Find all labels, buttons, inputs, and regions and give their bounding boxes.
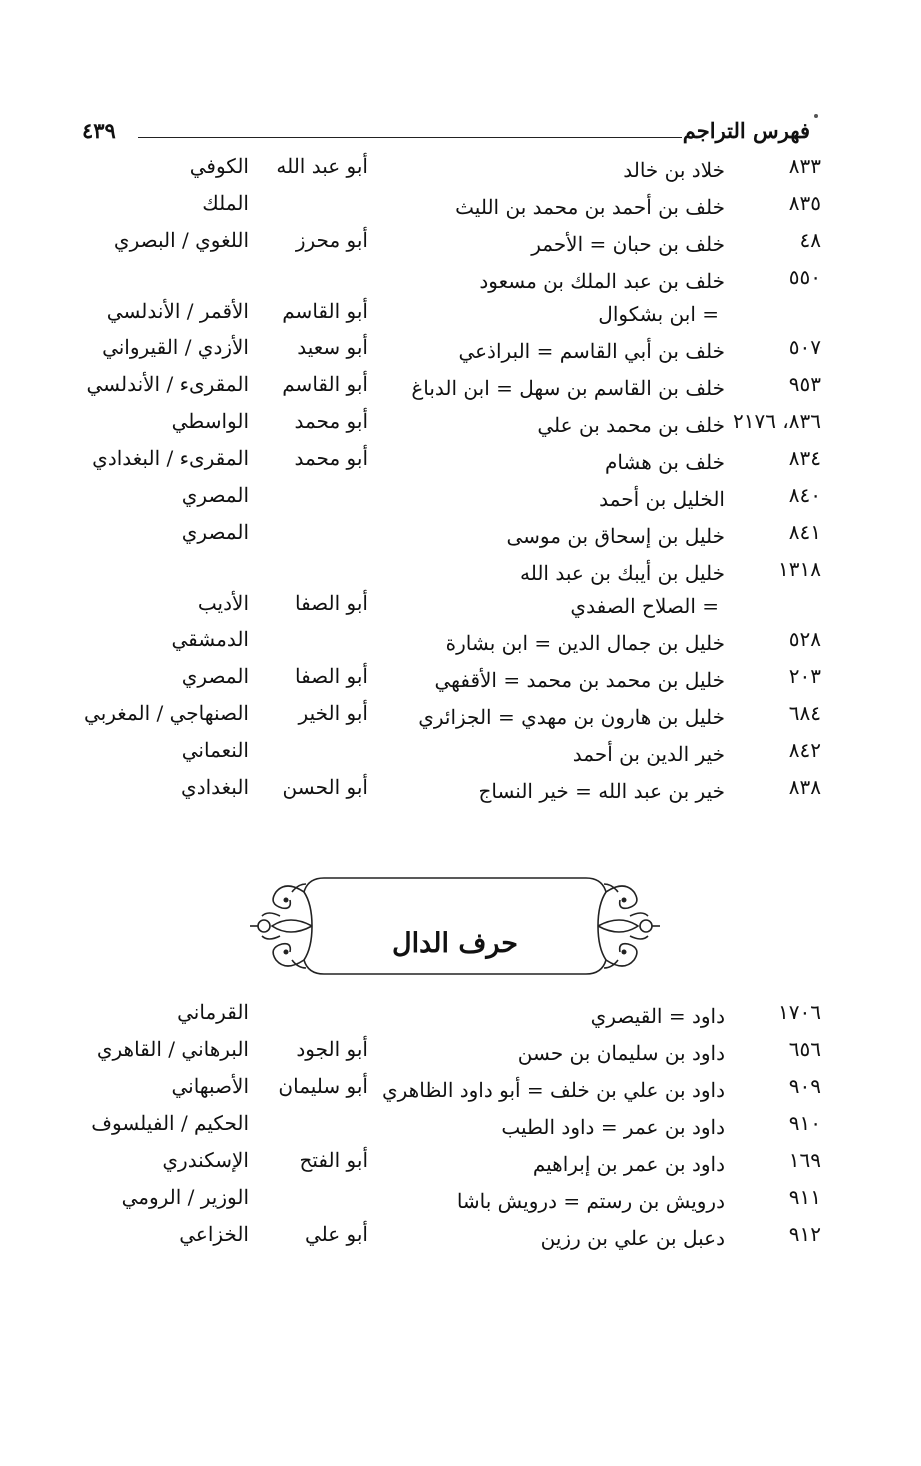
- entry-name: [479, 265, 725, 331]
- list-item: [0, 1107, 921, 1144]
- entry-nisba: الأصبهاني: [171, 1074, 249, 1098]
- entry-nisba: الحكيم / الفيلسوف: [91, 1111, 249, 1135]
- header-rule: [138, 137, 682, 138]
- entry-name: [501, 1111, 725, 1144]
- entry-name-line: داود بن عمر بن إبراهيم: [532, 1152, 725, 1176]
- entry-nisba: الواسطي: [171, 409, 249, 433]
- entry-nisba: المقرىء / البغدادي: [92, 446, 249, 470]
- entry-name-line: خليل بن أيبك بن عبد الله: [519, 561, 725, 585]
- entry-name: [591, 1000, 725, 1033]
- entry-name-continuation: = الصلاح الصفدي: [570, 594, 719, 618]
- entry-nisba: المصري: [181, 520, 249, 544]
- entry-number: ١٦٩: [788, 1148, 821, 1172]
- entry-name-line: خليل بن إسحاق بن موسى: [506, 524, 725, 548]
- entry-name-line: خلف بن أحمد بن محمد بن الليث: [455, 195, 725, 219]
- list-item: [0, 368, 921, 405]
- entry-number: ٨٤١: [788, 520, 821, 544]
- entry-nisba: الإسكندري: [162, 1148, 249, 1172]
- entry-name: [573, 738, 725, 771]
- list-item: [0, 405, 921, 442]
- list-item: [0, 734, 921, 771]
- list-item: [0, 187, 921, 224]
- entry-number: ٨٤٢: [788, 738, 821, 762]
- entry-kunya: أبو القاسم: [282, 372, 368, 396]
- entry-name: [457, 1185, 725, 1218]
- entry-name: [605, 446, 725, 479]
- entry-number: ٨٤٠: [788, 483, 821, 507]
- entry-nisba: الأديب: [197, 591, 249, 615]
- entry-number: ٦٥٦: [788, 1037, 821, 1061]
- entry-name-line: خير الدين بن أحمد: [572, 742, 725, 766]
- entries-kha: [0, 150, 921, 808]
- entry-number: ٦٨٤: [788, 701, 821, 725]
- entry-number: ٢٠٣: [788, 664, 821, 688]
- entry-nisba: المصري: [181, 664, 249, 688]
- entry-kunya: أبو الصفا: [294, 591, 368, 615]
- list-item: [0, 1218, 921, 1255]
- entry-name-line: خليل بن هارون بن مهدي = الجزائري: [418, 705, 725, 729]
- entry-name-line: داود بن عمر = داود الطيب: [501, 1115, 725, 1139]
- entry-name-line: خلف بن حبان = الأحمر: [531, 232, 725, 256]
- entry-name-line: درويش بن رستم = درويش باشا: [456, 1189, 725, 1213]
- ornament-frame-icon: [246, 870, 664, 982]
- page-header: [82, 118, 810, 152]
- entry-name-line: خليل بن جمال الدين = ابن بشارة: [445, 631, 725, 655]
- list-item: [0, 697, 921, 734]
- entry-kunya: أبو محمد: [294, 446, 368, 470]
- entry-number: ٨٣٥: [788, 191, 821, 215]
- entry-number: ٨٣٦، ٢١٧٦: [732, 409, 821, 433]
- list-item: [0, 261, 921, 331]
- entry-name: [458, 335, 725, 368]
- entry-name: [623, 154, 725, 187]
- list-item: [0, 1144, 921, 1181]
- entry-name: [537, 409, 725, 442]
- list-item: [0, 442, 921, 479]
- entry-name: [599, 483, 725, 516]
- entry-number: ٩٥٣: [788, 372, 821, 396]
- entry-number: ٥٢٨: [788, 627, 821, 651]
- entry-name: [518, 1037, 725, 1070]
- list-item: [0, 553, 921, 623]
- entry-kunya: أبو محرز: [295, 228, 368, 252]
- list-item: [0, 1181, 921, 1218]
- entry-kunya: أبو محمد: [294, 409, 368, 433]
- entry-nisba: الأزدي / القيرواني: [102, 335, 249, 359]
- entry-nisba: الكوفي: [189, 154, 249, 178]
- entry-number: ١٧٠٦: [778, 1000, 821, 1024]
- entry-nisba: الملك: [202, 191, 249, 215]
- entry-kunya: أبو الحسن: [282, 775, 368, 799]
- entry-name: [531, 228, 725, 261]
- entry-number: ٥٥٠: [788, 265, 821, 289]
- entry-nisba: المصري: [181, 483, 249, 507]
- entry-kunya: أبو الفتح: [299, 1148, 368, 1172]
- list-item: [0, 771, 921, 808]
- list-item: [0, 660, 921, 697]
- entry-name-line: خلف بن أبي القاسم = البراذعي: [458, 339, 725, 363]
- entry-kunya: أبو الصفا: [294, 664, 368, 688]
- list-item: [0, 331, 921, 368]
- entry-nisba: الأقمر / الأندلسي: [106, 299, 249, 323]
- entry-name-line: داود بن سليمان بن حسن: [517, 1041, 725, 1065]
- entry-name: [455, 191, 725, 224]
- entry-nisba: البرهاني / القاهري: [96, 1037, 249, 1061]
- entry-number: ٤٨: [799, 228, 821, 252]
- entry-kunya: أبو الخير: [298, 701, 368, 725]
- list-item: [0, 623, 921, 660]
- page-mark: [814, 114, 818, 118]
- entry-number: ٨٣٨: [788, 775, 821, 799]
- entry-name: [446, 627, 725, 660]
- entry-name-line: خلف بن القاسم بن سهل = ابن الدباغ: [411, 376, 725, 400]
- entry-name-line: خير بن عبد الله = خير النساج: [478, 779, 725, 803]
- entry-nisba: النعماني: [181, 738, 249, 762]
- entry-name: [382, 1074, 725, 1107]
- entry-name-line: خلف بن محمد بن علي: [537, 413, 725, 437]
- entry-nisba: الصنهاجي / المغربي: [84, 701, 249, 725]
- entry-name-line: دعبل بن علي بن رزين: [540, 1226, 725, 1250]
- list-item: [0, 1033, 921, 1070]
- entry-kunya: أبو علي: [304, 1222, 368, 1246]
- section-heading-dal: حرف الدال: [392, 928, 518, 959]
- entry-nisba: الدمشقي: [171, 627, 249, 651]
- entry-name-continuation: = ابن بشكوال: [598, 302, 719, 326]
- entry-number: ٩١١: [788, 1185, 821, 1209]
- entry-name: [507, 520, 726, 553]
- entry-number: ٩١٢: [788, 1222, 821, 1246]
- entry-kunya: أبو سليمان: [278, 1074, 368, 1098]
- list-item: [0, 996, 921, 1033]
- entry-nisba: الخزاعي: [179, 1222, 249, 1246]
- entry-name: [520, 557, 725, 623]
- entry-nisba: الوزير / الرومي: [121, 1185, 249, 1209]
- entry-name-line: خلف بن هشام: [604, 450, 725, 474]
- entry-number: ٨٣٣: [788, 154, 821, 178]
- entry-name-line: الخليل بن أحمد: [599, 487, 725, 511]
- entry-name-line: داود بن علي بن خلف = أبو داود الظاهري: [381, 1078, 725, 1102]
- list-item: [0, 479, 921, 516]
- entry-kunya: أبو عبد الله: [276, 154, 368, 178]
- section-heading-frame: [246, 870, 664, 982]
- entry-number: ٩١٠: [788, 1111, 821, 1135]
- list-item: [0, 150, 921, 187]
- entry-kunya: أبو القاسم: [282, 299, 368, 323]
- entry-kunya: أبو سعيد: [297, 335, 368, 359]
- entry-kunya: أبو الجود: [296, 1037, 368, 1061]
- entry-name-line: خليل بن محمد بن محمد = الأقفهي: [434, 668, 725, 692]
- entry-name: [478, 775, 725, 808]
- entry-nisba: المقرىء / الأندلسي: [86, 372, 249, 396]
- running-title: فهرس التراجم: [682, 118, 810, 143]
- entry-name-line: خلف بن عبد الملك بن مسعود: [479, 269, 725, 293]
- entry-number: ٥٠٧: [788, 335, 821, 359]
- entry-number: ٨٣٤: [788, 446, 821, 470]
- entry-nisba: اللغوي / البصري: [113, 228, 249, 252]
- entry-name: [541, 1222, 725, 1255]
- entry-name: [533, 1148, 725, 1181]
- entries-dal: [0, 996, 921, 1255]
- entry-nisba: البغدادي: [181, 775, 249, 799]
- entry-name: [434, 664, 725, 697]
- page-number: ٤٣٩: [82, 118, 116, 143]
- list-item: [0, 1070, 921, 1107]
- entry-name-line: خلاد بن خالد: [623, 158, 725, 182]
- entry-number: ١٣١٨: [778, 557, 821, 581]
- list-item: [0, 516, 921, 553]
- list-item: [0, 224, 921, 261]
- entry-name-line: داود = القيصري: [590, 1004, 725, 1028]
- entry-nisba: القرماني: [177, 1000, 249, 1024]
- entry-number: ٩٠٩: [788, 1074, 821, 1098]
- entry-name: [418, 701, 725, 734]
- entry-name: [411, 372, 725, 405]
